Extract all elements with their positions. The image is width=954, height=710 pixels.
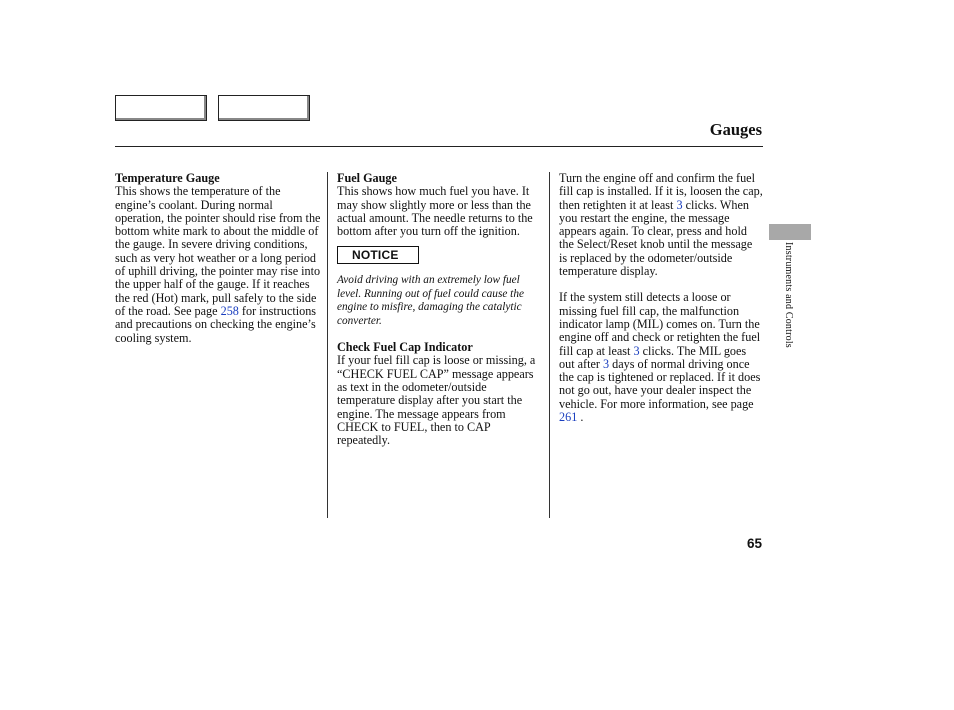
fuel-gauge-heading: Fuel Gauge: [337, 171, 397, 185]
page-number: 65: [746, 536, 762, 551]
notice-label: NOTICE: [337, 246, 419, 264]
chapter-tab-label: Instruments and Controls: [783, 242, 794, 348]
check-fuel-cap-heading: Check Fuel Cap Indicator: [337, 340, 473, 355]
fuel-gauge-column: [337, 172, 542, 447]
nav-button-previous[interactable]: [115, 95, 207, 121]
column-divider: [549, 172, 550, 518]
page-link-3[interactable]: 3: [633, 343, 640, 358]
chapter-tab: [769, 224, 811, 240]
nav-button-next[interactable]: [218, 95, 310, 121]
column-divider: [327, 172, 328, 518]
check-fuel-cap-text: If your fuel fill cap is loose or missing, a “CHECK FUEL CAP” message appears as text in the odometer/outside temperature display after you start the engine. The message appears from CHECK to FUEL, then to CAP repeatedly.: [337, 353, 536, 448]
temperature-gauge-text: This shows the temperature of the engine’s coolant. During normal operation, the pointer should rise from the bottom white mark to about the middle of the gauge. In severe driving conditions, such as very hot weather or a long period of uphill driving, the pointer may rise into the upper half of the gauge. If it reaches the red (Hot) mark, pull safely to the side of the road. See page 258 for instructions and precautions on checking the engine’s cooling system.: [115, 184, 321, 345]
page-link-261[interactable]: 261: [559, 410, 578, 425]
notice-text: Avoid driving with an extremely low fuel level. Running out of fuel could cause the engine to misfire, damaging the catalytic converter.: [337, 274, 524, 327]
title-divider: [115, 146, 763, 147]
temperature-gauge-column: [115, 172, 321, 345]
fuel-cap-paragraph-1: Turn the engine off and confirm the fuel fill cap is installed. If it is, loosen the cap, then retighten it at least 3 clicks. When you restart the engine, the message appears again. To clear, press and hold the Select/Reset knob until the message is replaced by the odometer/outside temperature display.: [559, 171, 763, 279]
page-link-258[interactable]: 258: [220, 303, 239, 318]
fuel-cap-paragraph-2: If the system still detects a loose or missing fuel fill cap, the malfunction indicator lamp (MIL) comes on. Turn the engine off and check or retighten the fuel fill cap at least 3 clicks. The MIL goes out after 3 days of normal driving once the cap is tightened or replaced. If it does not go out, have your dealer inspect the vehicle. For more information, see page 261 .: [559, 290, 761, 425]
temperature-gauge-heading: Temperature Gauge: [115, 171, 220, 185]
fuel-cap-instructions-column: [559, 172, 763, 424]
page-link-3[interactable]: 3: [676, 197, 683, 212]
fuel-gauge-text: This shows how much fuel you have. It may show slightly more or less than the actual amount. The needle returns to the bottom after you turn off the ignition.: [337, 184, 533, 239]
section-title: Gauges: [709, 120, 762, 139]
page-link-3[interactable]: 3: [603, 356, 610, 371]
